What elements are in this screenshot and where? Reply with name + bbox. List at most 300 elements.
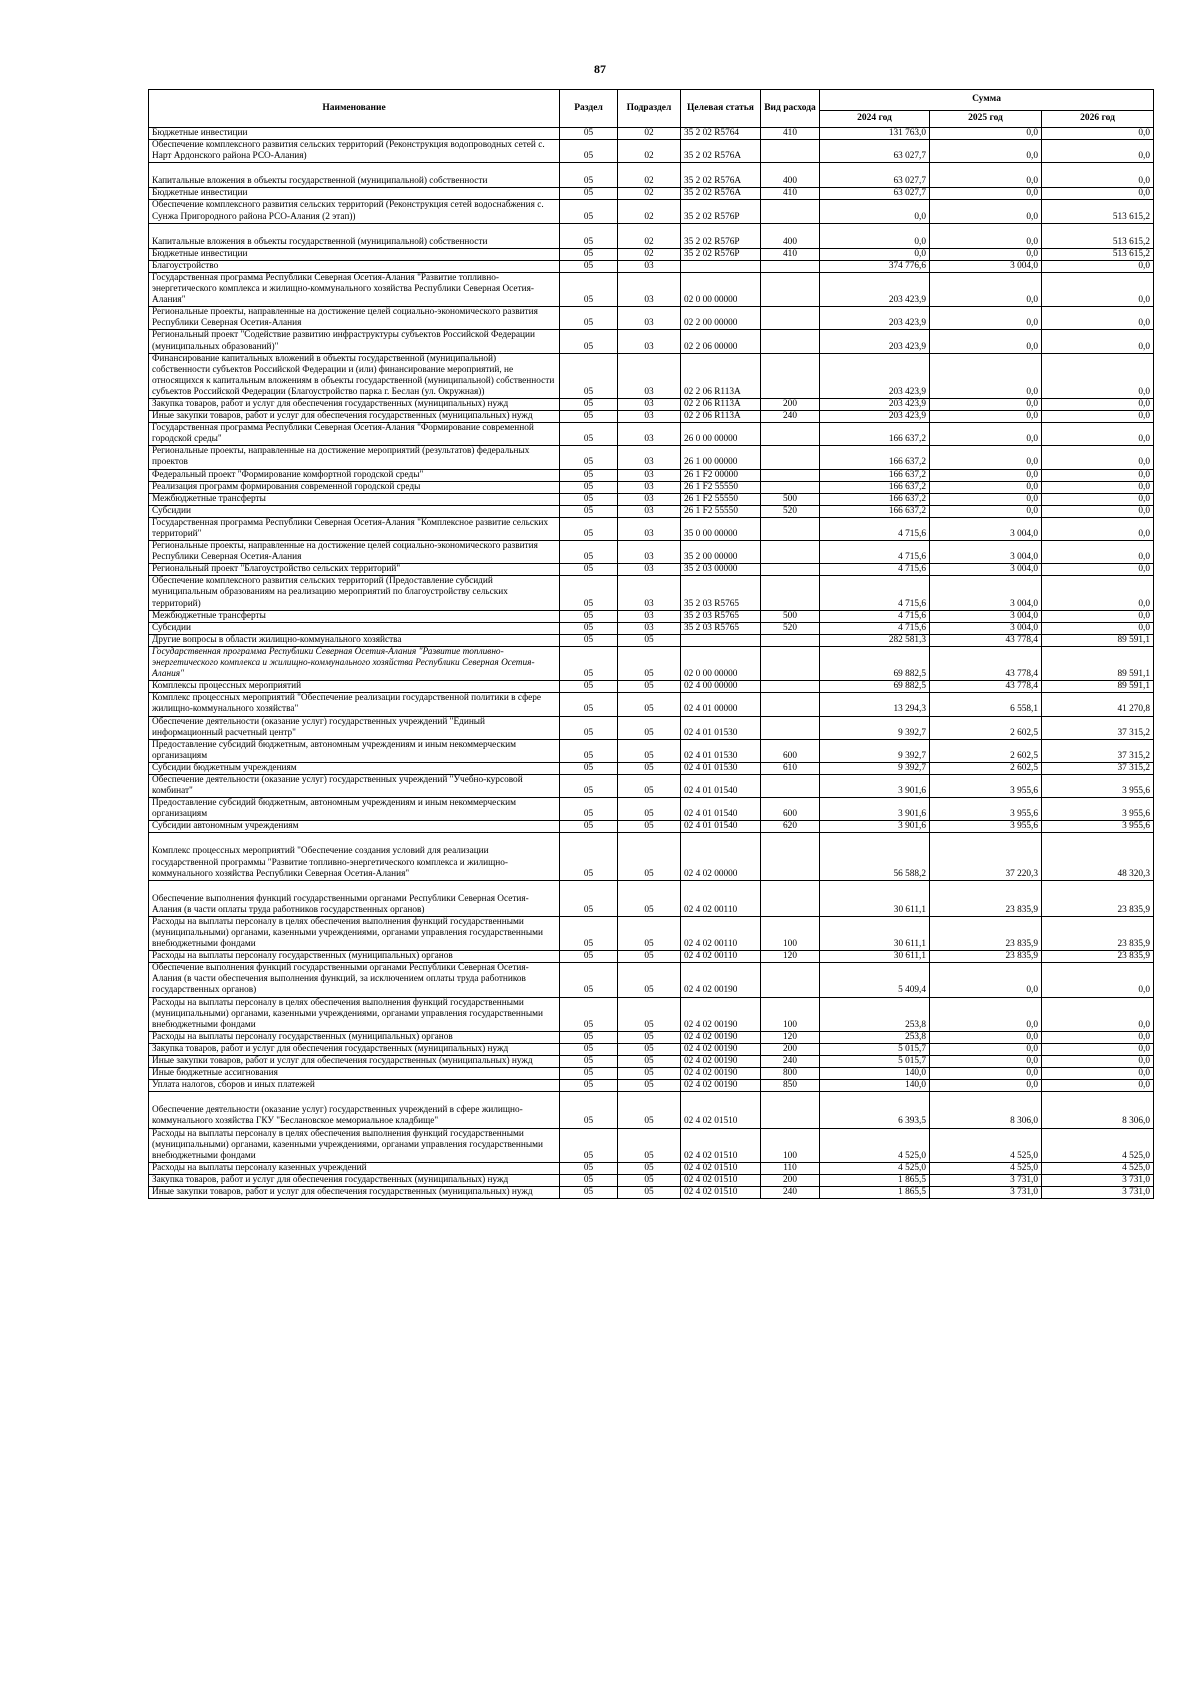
table-cell-razdel: 05: [560, 880, 618, 916]
table-cell-2026: 0,0: [1042, 411, 1154, 423]
table-cell-2026: 513 615,2: [1042, 200, 1154, 223]
table-cell-razdel: 05: [560, 646, 618, 680]
table-cell-2025: 0,0: [930, 1056, 1042, 1068]
table-cell-razdel: 05: [560, 423, 618, 446]
table-cell-2025: 0,0: [930, 493, 1042, 505]
table-cell-2024: 282 581,3: [820, 634, 930, 646]
table-cell-name: Региональный проект "Содействие развитию инфраструктуры субъектов Российской Федерации (муниципальных образований)": [149, 330, 560, 353]
table-cell-podrazdel: 05: [618, 951, 681, 963]
table-cell-podrazdel: 05: [618, 681, 681, 693]
header-celevaya-statya: Целевая статья: [681, 90, 761, 128]
header-2025: 2025 год: [930, 111, 1042, 128]
table-cell-podrazdel: 03: [618, 398, 681, 410]
table-cell-celevaya-statya: 02 4 02 00190: [681, 997, 761, 1031]
table-cell-razdel: 05: [560, 541, 618, 564]
table-cell-celevaya-statya: 26 1 F2 55550: [681, 481, 761, 493]
table-cell-vid-rashoda: [761, 880, 820, 916]
table-cell-podrazdel: 05: [618, 716, 681, 739]
table-cell-2025: 0,0: [930, 997, 1042, 1031]
table-cell-2025: 3 004,0: [930, 260, 1042, 272]
table-cell-2024: 166 637,2: [820, 423, 930, 446]
table-cell-vid-rashoda: 850: [761, 1080, 820, 1092]
table-cell-2024: 5 409,4: [820, 963, 930, 997]
table-cell-2024: 69 882,5: [820, 681, 930, 693]
table-cell-2025: 8 306,0: [930, 1092, 1042, 1128]
table-cell-name: Бюджетные инвестиции: [149, 248, 560, 260]
table-cell-vid-rashoda: [761, 716, 820, 739]
table-cell-2026: 0,0: [1042, 260, 1154, 272]
table-cell-2026: 0,0: [1042, 330, 1154, 353]
table-cell-celevaya-statya: 26 1 00 00000: [681, 446, 761, 469]
table-row: [149, 916, 1154, 950]
table-cell-name: Другие вопросы в области жилищно-коммунального хозяйства: [149, 634, 560, 646]
table-cell-podrazdel: 02: [618, 128, 681, 140]
table-cell-2026: 3 955,6: [1042, 798, 1154, 821]
header-podrazdel: Подраздел: [618, 90, 681, 128]
table-cell-celevaya-statya: 26 0 00 00000: [681, 423, 761, 446]
table-cell-celevaya-statya: 02 2 06 R113A: [681, 353, 761, 398]
table-cell-2026: 0,0: [1042, 128, 1154, 140]
table-cell-name: Реализация программ формирования современной городской среды: [149, 481, 560, 493]
table-row: [149, 833, 1154, 880]
table-cell-2025: 3 004,0: [930, 622, 1042, 634]
table-row: [149, 963, 1154, 997]
table-cell-2025: 0,0: [930, 188, 1042, 200]
table-cell-vid-rashoda: 520: [761, 505, 820, 517]
table-cell-2026: 0,0: [1042, 1080, 1154, 1092]
table-cell-razdel: 05: [560, 762, 618, 774]
table-cell-2024: 203 423,9: [820, 330, 930, 353]
table-cell-2025: 0,0: [930, 330, 1042, 353]
table-row: [149, 774, 1154, 797]
table-cell-2024: 9 392,7: [820, 739, 930, 762]
table-cell-razdel: 05: [560, 576, 618, 610]
table-cell-name: Иные бюджетные ассигнования: [149, 1068, 560, 1080]
table-cell-vid-rashoda: 240: [761, 411, 820, 423]
table-cell-celevaya-statya: 02 4 02 00190: [681, 963, 761, 997]
table-cell-2025: 3 955,6: [930, 774, 1042, 797]
table-cell-2026: 0,0: [1042, 140, 1154, 163]
table-cell-name: Обеспечение выполнения функций государственными органами Республики Северная Осетия-Алания (в части обеспечения выполнения функций, за исключением оплаты труда работников государственных органов): [149, 963, 560, 997]
table-cell-vid-rashoda: 520: [761, 622, 820, 634]
table-cell-vid-rashoda: [761, 260, 820, 272]
table-cell-2025: 3 004,0: [930, 576, 1042, 610]
table-cell-podrazdel: 05: [618, 693, 681, 716]
table-cell-name: Государственная программа Республики Северная Осетия-Алания "Развитие топливно-энергетического комплекса и жилищно-коммунального хозяйства Республики Северная Осетия-Алания": [149, 272, 560, 306]
table-cell-2025: 2 602,5: [930, 739, 1042, 762]
budget-table: [148, 89, 1154, 1199]
table-row: [149, 1056, 1154, 1068]
table-cell-2026: 3 731,0: [1042, 1186, 1154, 1198]
table-cell-name: Субсидии: [149, 505, 560, 517]
table-cell-2025: 6 558,1: [930, 693, 1042, 716]
table-cell-2025: 37 220,3: [930, 833, 1042, 880]
table-cell-podrazdel: 03: [618, 446, 681, 469]
table-cell-2026: 4 525,0: [1042, 1162, 1154, 1174]
table-row: [149, 128, 1154, 140]
table-cell-razdel: 05: [560, 1092, 618, 1128]
table-row: [149, 541, 1154, 564]
table-cell-vid-rashoda: 400: [761, 223, 820, 248]
table-cell-2025: 43 778,4: [930, 646, 1042, 680]
table-cell-podrazdel: 05: [618, 798, 681, 821]
table-cell-celevaya-statya: 02 4 02 00000: [681, 833, 761, 880]
table-row: [149, 716, 1154, 739]
table-cell-podrazdel: 03: [618, 481, 681, 493]
table-row: [149, 693, 1154, 716]
table-cell-2026: 41 270,8: [1042, 693, 1154, 716]
table-cell-2024: 4 715,6: [820, 541, 930, 564]
table-row: [149, 1031, 1154, 1043]
table-cell-name: Бюджетные инвестиции: [149, 188, 560, 200]
table-cell-celevaya-statya: 02 4 01 00000: [681, 693, 761, 716]
table-cell-name: Региональные проекты, направленные на достижение целей социально-экономического развития Республики Северная Осетия-Алания: [149, 307, 560, 330]
table-cell-podrazdel: 05: [618, 1092, 681, 1128]
table-cell-name: Уплата налогов, сборов и иных платежей: [149, 1080, 560, 1092]
table-cell-2024: 203 423,9: [820, 411, 930, 423]
table-cell-name: Комплекс процессных мероприятий "Обеспечение реализации государственной политики в сфере жилищно-коммунального хозяйства": [149, 693, 560, 716]
table-cell-2026: 0,0: [1042, 188, 1154, 200]
table-row: [149, 681, 1154, 693]
table-cell-celevaya-statya: 02 4 01 01530: [681, 739, 761, 762]
table-cell-vid-rashoda: [761, 576, 820, 610]
table-cell-vid-rashoda: [761, 541, 820, 564]
table-cell-2025: 0,0: [930, 140, 1042, 163]
table-cell-2024: 56 588,2: [820, 833, 930, 880]
table-cell-vid-rashoda: 800: [761, 1068, 820, 1080]
table-cell-name: Предоставление субсидий бюджетным, автономным учреждениям и иным некоммерческим организациям: [149, 798, 560, 821]
table-cell-name: Обеспечение комплексного развития сельских территорий (Реконструкция сетей водоснабжения с. Сунжа Пригородного района РСО-Алания (2 этап)): [149, 200, 560, 223]
table-cell-2026: 0,0: [1042, 505, 1154, 517]
table-cell-2024: 9 392,7: [820, 716, 930, 739]
table-cell-2025: 2 602,5: [930, 716, 1042, 739]
table-cell-2025: 0,0: [930, 423, 1042, 446]
table-cell-2026: 0,0: [1042, 469, 1154, 481]
table-cell-2025: 0,0: [930, 128, 1042, 140]
table-cell-2026: 23 835,9: [1042, 951, 1154, 963]
table-cell-razdel: 05: [560, 398, 618, 410]
table-cell-name: Бюджетные инвестиции: [149, 128, 560, 140]
table-cell-2024: 166 637,2: [820, 493, 930, 505]
table-cell-podrazdel: 03: [618, 260, 681, 272]
table-cell-2026: 3 955,6: [1042, 774, 1154, 797]
table-cell-2025: 3 955,6: [930, 821, 1042, 833]
table-cell-celevaya-statya: 02 4 02 00190: [681, 1031, 761, 1043]
table-cell-vid-rashoda: 240: [761, 1186, 820, 1198]
table-cell-2025: 3 004,0: [930, 610, 1042, 622]
table-cell-razdel: 05: [560, 963, 618, 997]
header-2026: 2026 год: [1042, 111, 1154, 128]
table-row: [149, 739, 1154, 762]
table-row: [149, 1128, 1154, 1162]
table-cell-razdel: 05: [560, 916, 618, 950]
table-cell-vid-rashoda: 410: [761, 128, 820, 140]
table-cell-podrazdel: 05: [618, 634, 681, 646]
table-cell-podrazdel: 02: [618, 200, 681, 223]
table-cell-razdel: 05: [560, 833, 618, 880]
table-cell-name: Капитальные вложения в объекты государственной (муниципальной) собственности: [149, 163, 560, 188]
table-cell-razdel: 05: [560, 1128, 618, 1162]
table-cell-2024: 166 637,2: [820, 469, 930, 481]
table-cell-podrazdel: 02: [618, 163, 681, 188]
table-cell-celevaya-statya: 35 2 00 00000: [681, 541, 761, 564]
table-row: [149, 330, 1154, 353]
table-cell-vid-rashoda: 500: [761, 493, 820, 505]
table-cell-2024: 3 901,6: [820, 774, 930, 797]
table-cell-2026: 48 320,3: [1042, 833, 1154, 880]
table-cell-vid-rashoda: 100: [761, 997, 820, 1031]
table-row: [149, 798, 1154, 821]
table-body: [149, 128, 1154, 1199]
table-cell-celevaya-statya: 02 0 00 00000: [681, 646, 761, 680]
table-cell-name: Закупка товаров, работ и услуг для обеспечения государственных (муниципальных) нужд: [149, 1043, 560, 1055]
table-cell-podrazdel: 05: [618, 963, 681, 997]
table-cell-celevaya-statya: 02 4 01 01540: [681, 774, 761, 797]
table-cell-podrazdel: 05: [618, 1128, 681, 1162]
table-cell-2026: 37 315,2: [1042, 716, 1154, 739]
table-cell-vid-rashoda: 200: [761, 398, 820, 410]
table-cell-2025: 0,0: [930, 446, 1042, 469]
table-cell-razdel: 05: [560, 272, 618, 306]
table-row: [149, 163, 1154, 188]
table-cell-razdel: 05: [560, 248, 618, 260]
table-cell-podrazdel: 03: [618, 272, 681, 306]
table-cell-2024: 63 027,7: [820, 163, 930, 188]
table-cell-celevaya-statya: 02 4 02 01510: [681, 1186, 761, 1198]
table-cell-vid-rashoda: 100: [761, 916, 820, 950]
table-cell-name: Комплексы процессных мероприятий: [149, 681, 560, 693]
table-cell-2024: 4 525,0: [820, 1162, 930, 1174]
table-cell-2024: 4 715,6: [820, 610, 930, 622]
table-cell-2025: 0,0: [930, 469, 1042, 481]
table-cell-razdel: 05: [560, 517, 618, 540]
table-cell-celevaya-statya: 02 2 00 00000: [681, 307, 761, 330]
table-cell-celevaya-statya: 02 2 06 R113A: [681, 398, 761, 410]
table-cell-razdel: 05: [560, 1174, 618, 1186]
table-row: [149, 564, 1154, 576]
table-cell-2026: 23 835,9: [1042, 880, 1154, 916]
table-cell-2026: 0,0: [1042, 541, 1154, 564]
table-cell-celevaya-statya: 35 0 00 00000: [681, 517, 761, 540]
table-cell-razdel: 05: [560, 411, 618, 423]
table-cell-2025: 0,0: [930, 353, 1042, 398]
table-row: [149, 140, 1154, 163]
table-cell-celevaya-statya: 02 4 01 01540: [681, 798, 761, 821]
table-cell-razdel: 05: [560, 1080, 618, 1092]
table-cell-2024: 131 763,0: [820, 128, 930, 140]
table-cell-podrazdel: 02: [618, 188, 681, 200]
table-cell-name: Обеспечение деятельности (оказание услуг) государственных учреждений "Единый информационный расчетный центр": [149, 716, 560, 739]
table-cell-podrazdel: 03: [618, 517, 681, 540]
table-cell-razdel: 05: [560, 260, 618, 272]
table-cell-name: Комплекс процессных мероприятий "Обеспечение создания условий для реализации государственной программы "Развитие топливно-энергетического комплекса и жилищно-коммунального хозяйства Республики Северная Осетия-Алания": [149, 833, 560, 880]
table-cell-2024: 203 423,9: [820, 307, 930, 330]
table-row: [149, 1092, 1154, 1128]
table-cell-podrazdel: 02: [618, 223, 681, 248]
table-cell-2025: 0,0: [930, 411, 1042, 423]
table-cell-name: Субсидии бюджетным учреждениям: [149, 762, 560, 774]
table-cell-celevaya-statya: [681, 634, 761, 646]
table-cell-razdel: 05: [560, 564, 618, 576]
table-cell-podrazdel: 03: [618, 307, 681, 330]
table-cell-name: Финансирование капитальных вложений в объекты государственной (муниципальной) собственности субъектов Российской Федерации и (или) финансирование мероприятий, не относящихся к капитальным вложениям в объекты государственной (муниципальной) собственности субъектов Российской Федерации (Благоустройство парка г. Беслан (ул. Окружная)): [149, 353, 560, 398]
table-cell-name: Обеспечение деятельности (оказание услуг) государственных учреждений "Учебно-курсовой комбинат": [149, 774, 560, 797]
table-cell-2025: 2 602,5: [930, 762, 1042, 774]
table-cell-name: Федеральный проект "Формирование комфортной городской среды": [149, 469, 560, 481]
table-cell-podrazdel: 05: [618, 774, 681, 797]
table-cell-razdel: 05: [560, 1068, 618, 1080]
table-row: [149, 469, 1154, 481]
table-cell-vid-rashoda: 120: [761, 1031, 820, 1043]
table-cell-celevaya-statya: 35 2 02 R576P: [681, 223, 761, 248]
table-cell-2025: 43 778,4: [930, 634, 1042, 646]
table-cell-2024: 166 637,2: [820, 505, 930, 517]
table-cell-razdel: 05: [560, 622, 618, 634]
table-cell-podrazdel: 05: [618, 821, 681, 833]
table-cell-celevaya-statya: 35 2 03 R5765: [681, 622, 761, 634]
table-cell-2025: 23 835,9: [930, 951, 1042, 963]
table-cell-name: Региональные проекты, направленные на достижение мероприятий (результатов) федеральных проектов: [149, 446, 560, 469]
table-cell-name: Расходы на выплаты персоналу казенных учреждений: [149, 1162, 560, 1174]
table-row: [149, 1043, 1154, 1055]
table-cell-celevaya-statya: 02 4 02 00190: [681, 1068, 761, 1080]
table-cell-celevaya-statya: 35 2 02 R576P: [681, 200, 761, 223]
table-cell-vid-rashoda: [761, 681, 820, 693]
table-cell-2024: 30 611,1: [820, 951, 930, 963]
table-cell-2026: 8 306,0: [1042, 1092, 1154, 1128]
table-cell-vid-rashoda: [761, 200, 820, 223]
table-cell-2024: 374 776,6: [820, 260, 930, 272]
table-cell-2026: 0,0: [1042, 163, 1154, 188]
table-cell-2026: 0,0: [1042, 1068, 1154, 1080]
table-cell-name: Расходы на выплаты персоналу в целях обеспечения выполнения функций государственными (муниципальными) органами, казенными учреждениями, органами управления государственными внебюджетными фондами: [149, 916, 560, 950]
table-cell-celevaya-statya: 02 4 02 01510: [681, 1092, 761, 1128]
table-cell-vid-rashoda: [761, 693, 820, 716]
table-row: [149, 398, 1154, 410]
table-cell-podrazdel: 03: [618, 411, 681, 423]
table-cell-2026: 0,0: [1042, 481, 1154, 493]
table-cell-podrazdel: 03: [618, 423, 681, 446]
table-cell-razdel: 05: [560, 1186, 618, 1198]
table-cell-2025: 0,0: [930, 481, 1042, 493]
header-name: Наименование: [149, 90, 560, 128]
table-cell-vid-rashoda: 620: [761, 821, 820, 833]
table-row: [149, 1186, 1154, 1198]
table-cell-podrazdel: 03: [618, 564, 681, 576]
table-row: [149, 446, 1154, 469]
table-cell-razdel: 05: [560, 774, 618, 797]
table-cell-razdel: 05: [560, 353, 618, 398]
table-cell-podrazdel: 05: [618, 1080, 681, 1092]
table-cell-2025: 0,0: [930, 398, 1042, 410]
table-cell-razdel: 05: [560, 446, 618, 469]
table-cell-2025: 4 525,0: [930, 1162, 1042, 1174]
table-cell-celevaya-statya: 02 2 06 R113A: [681, 411, 761, 423]
table-cell-2025: 3 004,0: [930, 564, 1042, 576]
table-cell-razdel: 05: [560, 223, 618, 248]
table-cell-razdel: 05: [560, 128, 618, 140]
table-cell-celevaya-statya: 02 4 00 00000: [681, 681, 761, 693]
table-cell-razdel: 05: [560, 951, 618, 963]
table-cell-2025: 0,0: [930, 1043, 1042, 1055]
table-cell-2026: 0,0: [1042, 353, 1154, 398]
table-cell-celevaya-statya: 35 2 02 R5764: [681, 128, 761, 140]
table-cell-vid-rashoda: [761, 140, 820, 163]
table-cell-2025: 4 525,0: [930, 1128, 1042, 1162]
table-cell-celevaya-statya: [681, 260, 761, 272]
page-number: 87: [594, 62, 606, 76]
table-row: [149, 821, 1154, 833]
table-cell-2024: 4 715,6: [820, 564, 930, 576]
header-2024: 2024 год: [820, 111, 930, 128]
table-cell-celevaya-statya: 35 2 02 R576A: [681, 140, 761, 163]
table-cell-2025: 3 004,0: [930, 541, 1042, 564]
table-cell-razdel: 05: [560, 481, 618, 493]
table-cell-vid-rashoda: [761, 446, 820, 469]
table-cell-vid-rashoda: [761, 646, 820, 680]
table-cell-2026: 23 835,9: [1042, 916, 1154, 950]
table-cell-celevaya-statya: 02 4 02 01510: [681, 1162, 761, 1174]
table-row: [149, 646, 1154, 680]
table-cell-2024: 166 637,2: [820, 446, 930, 469]
table-cell-razdel: 05: [560, 739, 618, 762]
table-cell-name: Региональные проекты, направленные на достижение целей социально-экономического развития Республики Северная Осетия-Алания: [149, 541, 560, 564]
table-cell-vid-rashoda: 600: [761, 739, 820, 762]
table-cell-2026: 4 525,0: [1042, 1128, 1154, 1162]
table-cell-razdel: 05: [560, 163, 618, 188]
table-cell-2026: 0,0: [1042, 307, 1154, 330]
table-cell-2025: 3 731,0: [930, 1174, 1042, 1186]
table-cell-celevaya-statya: 02 4 02 00190: [681, 1080, 761, 1092]
table-cell-vid-rashoda: 200: [761, 1043, 820, 1055]
table-cell-2024: 0,0: [820, 223, 930, 248]
table-row: [149, 411, 1154, 423]
table-row: [149, 248, 1154, 260]
table-cell-podrazdel: 05: [618, 1043, 681, 1055]
table-cell-vid-rashoda: [761, 564, 820, 576]
table-cell-vid-rashoda: 110: [761, 1162, 820, 1174]
table-cell-2025: 0,0: [930, 163, 1042, 188]
table-cell-name: Обеспечение выполнения функций государственными органами Республики Северная Осетия-Алания (в части оплаты труда работников государственных органов): [149, 880, 560, 916]
table-cell-2024: 63 027,7: [820, 140, 930, 163]
table-cell-celevaya-statya: 35 2 02 R576P: [681, 248, 761, 260]
table-cell-2025: 0,0: [930, 200, 1042, 223]
table-cell-podrazdel: 05: [618, 1068, 681, 1080]
table-cell-2026: 0,0: [1042, 398, 1154, 410]
table-cell-2024: 9 392,7: [820, 762, 930, 774]
table-cell-2025: 0,0: [930, 963, 1042, 997]
table-row: [149, 223, 1154, 248]
table-cell-razdel: 05: [560, 469, 618, 481]
table-cell-podrazdel: 05: [618, 1031, 681, 1043]
table-cell-vid-rashoda: [761, 353, 820, 398]
table-cell-2025: 3 004,0: [930, 517, 1042, 540]
table-cell-2024: 3 901,6: [820, 798, 930, 821]
table-cell-2025: 3 955,6: [930, 798, 1042, 821]
table-cell-name: Закупка товаров, работ и услуг для обеспечения государственных (муниципальных) нужд: [149, 1174, 560, 1186]
table-cell-2024: 4 715,6: [820, 517, 930, 540]
table-cell-name: Расходы на выплаты персоналу государственных (муниципальных) органов: [149, 951, 560, 963]
table-cell-vid-rashoda: [761, 307, 820, 330]
table-cell-celevaya-statya: 02 4 01 01530: [681, 762, 761, 774]
table-cell-2026: 0,0: [1042, 564, 1154, 576]
table-row: [149, 762, 1154, 774]
table-row: [149, 353, 1154, 398]
table-cell-2024: 5 015,7: [820, 1056, 930, 1068]
table-cell-name: Благоустройство: [149, 260, 560, 272]
table-cell-2024: 4 525,0: [820, 1128, 930, 1162]
table-cell-vid-rashoda: 240: [761, 1056, 820, 1068]
